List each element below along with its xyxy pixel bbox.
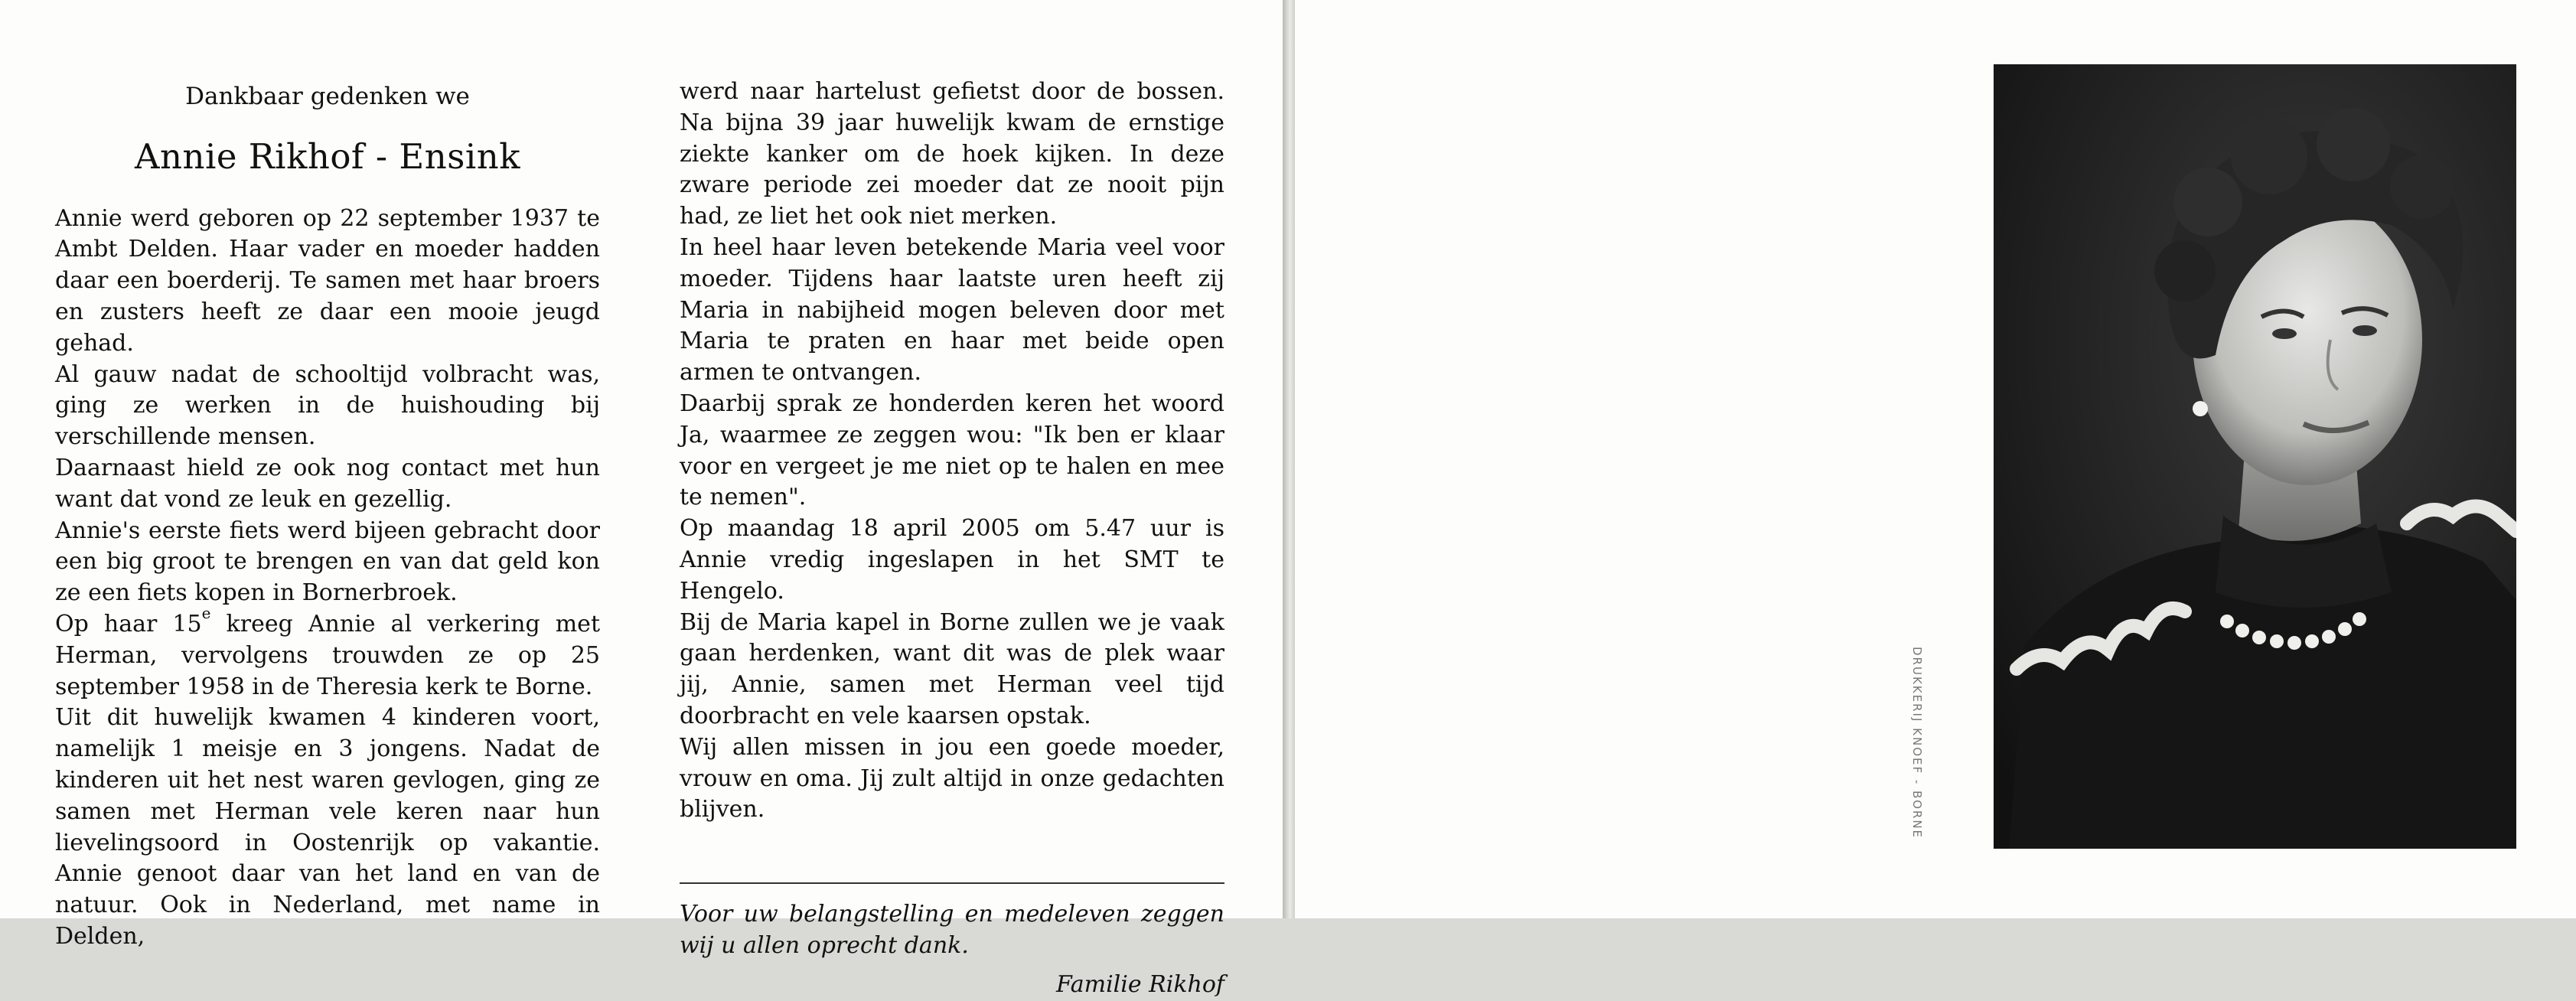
portrait-photo bbox=[1994, 64, 2516, 849]
family-signature: Familie Rikhof bbox=[1055, 970, 1224, 998]
thanks-note: Voor uw belangstelling en medeleven zeggen wij u allen oprecht dank. bbox=[680, 901, 1224, 959]
card-fold bbox=[1283, 0, 1295, 918]
remembrance-heading: Dankbaar gedenken we bbox=[185, 83, 470, 110]
printer-credit: DRUKKERIJ KNOEF - BORNE bbox=[1910, 647, 1924, 840]
paragraph-contact: Daarnaast hield ze ook nog contact met hun want dat vond ze leuk en gezellig. bbox=[55, 454, 600, 513]
right-text-column bbox=[680, 77, 1224, 1001]
paragraph-children: Uit dit huwelijk kwamen 4 kinderen voort, namelijk 1 meisje en 3 jongens. Nadat de kinderen uit het nest waren gevlogen, ging ze samen met Herman vele keren naar hun lievelingsoord in Oostenrijk op vakantie. Annie genoot daar van het land en van de natuur. Ook in Nederland, met name in Delden, bbox=[55, 704, 600, 950]
ordinal-superscript: e bbox=[201, 603, 211, 622]
deceased-name: Annie Rikhof - Ensink bbox=[135, 135, 520, 177]
paragraph-marriage bbox=[55, 603, 600, 703]
paragraph-ja: Daarbij sprak ze honderden keren het woord Ja, waarmee ze zeggen wou: "Ik ben er klaar voor en vergeet je me niet op te halen en mee te nemen". bbox=[680, 390, 1224, 511]
divider-line bbox=[680, 882, 1224, 884]
paragraph-death: Op maandag 18 april 2005 om 5.47 uur is Annie vredig ingeslapen in het SMT te Hengelo. bbox=[680, 515, 1224, 605]
paragraph-miss: Wij allen missen in jou een goede moeder, vrouw en oma. Jij zult altijd in onze gedachten blijven. bbox=[680, 733, 1224, 823]
paragraph-birth: Annie werd geboren op 22 september 1937 te Ambt Delden. Haar vader en moeder hadden daar een boerderij. Te samen met haar broers en zusters heeft ze daar een mooie jeugd gehad. bbox=[55, 204, 600, 357]
paragraph-bicycle: Annie's eerste fiets werd bijeen gebracht door een big groot te brengen en van dat geld kon ze een fiets kopen in Bornerbroek. bbox=[55, 517, 600, 607]
card-text-panel bbox=[0, 0, 1283, 998]
paragraph-maria: In heel haar leven betekende Maria veel voor moeder. Tijdens haar laatste uren heeft zij Maria in nabijheid mogen beleven door met Maria te praten en haar met beide open armen te ontvangen. bbox=[680, 233, 1224, 386]
left-text-column bbox=[55, 77, 600, 953]
paragraph-work: Al gauw nadat de schooltijd volbracht was, ging ze werken in de huishouding bij verschillende mensen. bbox=[55, 360, 600, 451]
paragraph-illness: werd naar hartelust gefietst door de bossen. Na bijna 39 jaar huwelijk kwam de ernstige ziekte kanker om de hoek kijken. In deze zware periode zei moeder dat ze nooit pijn had, ze liet het ook niet merken. bbox=[680, 78, 1224, 230]
paragraph-marriage-start: Op haar 15 bbox=[55, 610, 202, 637]
paragraph-chapel: Bij de Maria kapel in Borne zullen we je vaak gaan herdenken, want dit was de plek waar jij, Annie, samen met Herman veel tijd doorbracht en vele kaarsen opstak. bbox=[680, 608, 1224, 729]
paragraph-marriage-rest: kreeg Annie al verkering met Herman, vervolgens trouwden ze op 25 september 1958 in de Theresia kerk te Borne. bbox=[55, 610, 600, 700]
